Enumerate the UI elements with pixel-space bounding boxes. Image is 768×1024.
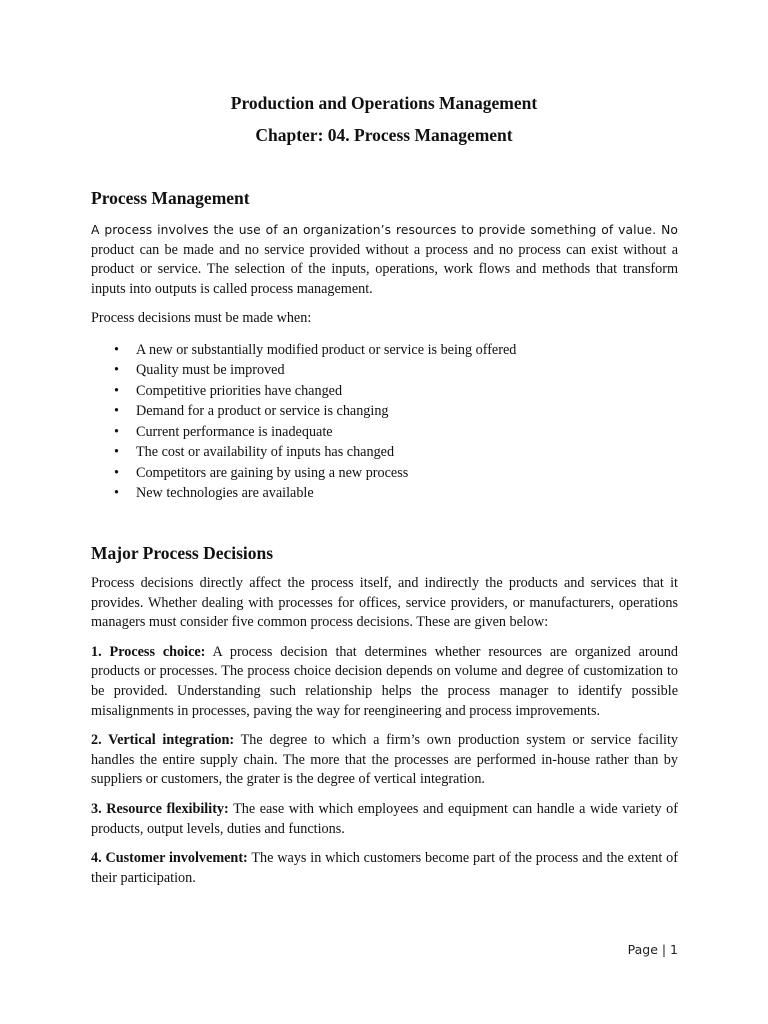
list-item: • Quality must be improved — [91, 360, 678, 381]
list-item: • Current performance is inadequate — [91, 422, 678, 443]
section-heading-process-management: Process Management — [91, 188, 250, 208]
bullet-icon: • — [114, 341, 119, 358]
main-content — [91, 187, 678, 888]
bullet-icon: • — [114, 403, 119, 420]
document-title: Production and Operations Management — [230, 93, 538, 113]
term-label: 1. Process choice: — [91, 643, 206, 660]
paragraph-body-text: product can be made and no service provided without a process and no process can exist without a product or service. The selection of the inputs, operations, work flows and methods that transform inputs into outputs is called process management. — [91, 241, 678, 297]
term-label: 2. Vertical integration: — [91, 732, 235, 749]
title-block — [0, 92, 768, 146]
page-number: Page | 1 — [627, 942, 678, 957]
paragraph-process-definition — [91, 221, 678, 299]
list-item: • A new or substantially modified product or service is being offered — [91, 340, 678, 361]
term-definition: The ways in which customers become part of the process and the extent of their participation. — [91, 850, 678, 886]
list-item: • Demand for a product or service is changing — [91, 401, 678, 422]
bullet-icon: • — [114, 382, 119, 399]
term-definition: The degree to which a firm’s own production system or service facility handles the entire supply chain. The more that the processes are performed in-house rather than by suppliers or customers, the grater is the degree of vertical integration. — [91, 732, 678, 788]
list-item: • New technologies are available — [91, 483, 678, 504]
term-definition: A process decision that determines whether resources are organized around products or processes. The process choice decision depends on volume and degree of customization to be provided. Understanding such relationship helps the process manager to identify possible misalignments in processes, paving the way for reengineering and process improvements. — [91, 643, 678, 719]
term-label: 3. Resource flexibility: — [91, 800, 229, 817]
bullet-icon: • — [114, 464, 119, 481]
paragraph-major-decisions-intro: Process decisions directly affect the process itself, and indirectly the products and services that it provides. Whether dealing with processes for offices, service providers, or manufacturers, operations managers must consider five common process decisions. These are given below: — [91, 574, 678, 631]
paragraph-decisions-intro: Process decisions must be made when: — [91, 310, 312, 327]
bullet-icon: • — [114, 444, 119, 461]
section-heading-major-process-decisions: Major Process Decisions — [91, 542, 274, 563]
bullet-icon: • — [114, 485, 119, 502]
list-item: • Competitors are gaining by using a new process — [91, 463, 678, 484]
bullet-icon: • — [114, 423, 119, 440]
list-item: • The cost or availability of inputs has changed — [91, 442, 678, 463]
paragraph-vertical-integration — [91, 731, 678, 790]
paragraph-process-choice — [91, 643, 678, 721]
paragraph-resource-flexibility — [91, 800, 678, 839]
paragraph-lead-text: A process involves the use of an organization’s resources to provide something of value. No — [91, 223, 678, 237]
list-item: • Competitive priorities have changed — [91, 381, 678, 402]
paragraph-customer-involvement — [91, 849, 678, 888]
bullet-icon: • — [114, 362, 119, 379]
bullet-list-decision-triggers — [91, 340, 678, 504]
chapter-title: Chapter: 04. Process Management — [255, 125, 513, 145]
term-label: 4. Customer involvement: — [91, 850, 248, 867]
term-definition: The ease with which employees and equipment can handle a wide variety of products, output levels, duties and functions. — [91, 800, 678, 837]
